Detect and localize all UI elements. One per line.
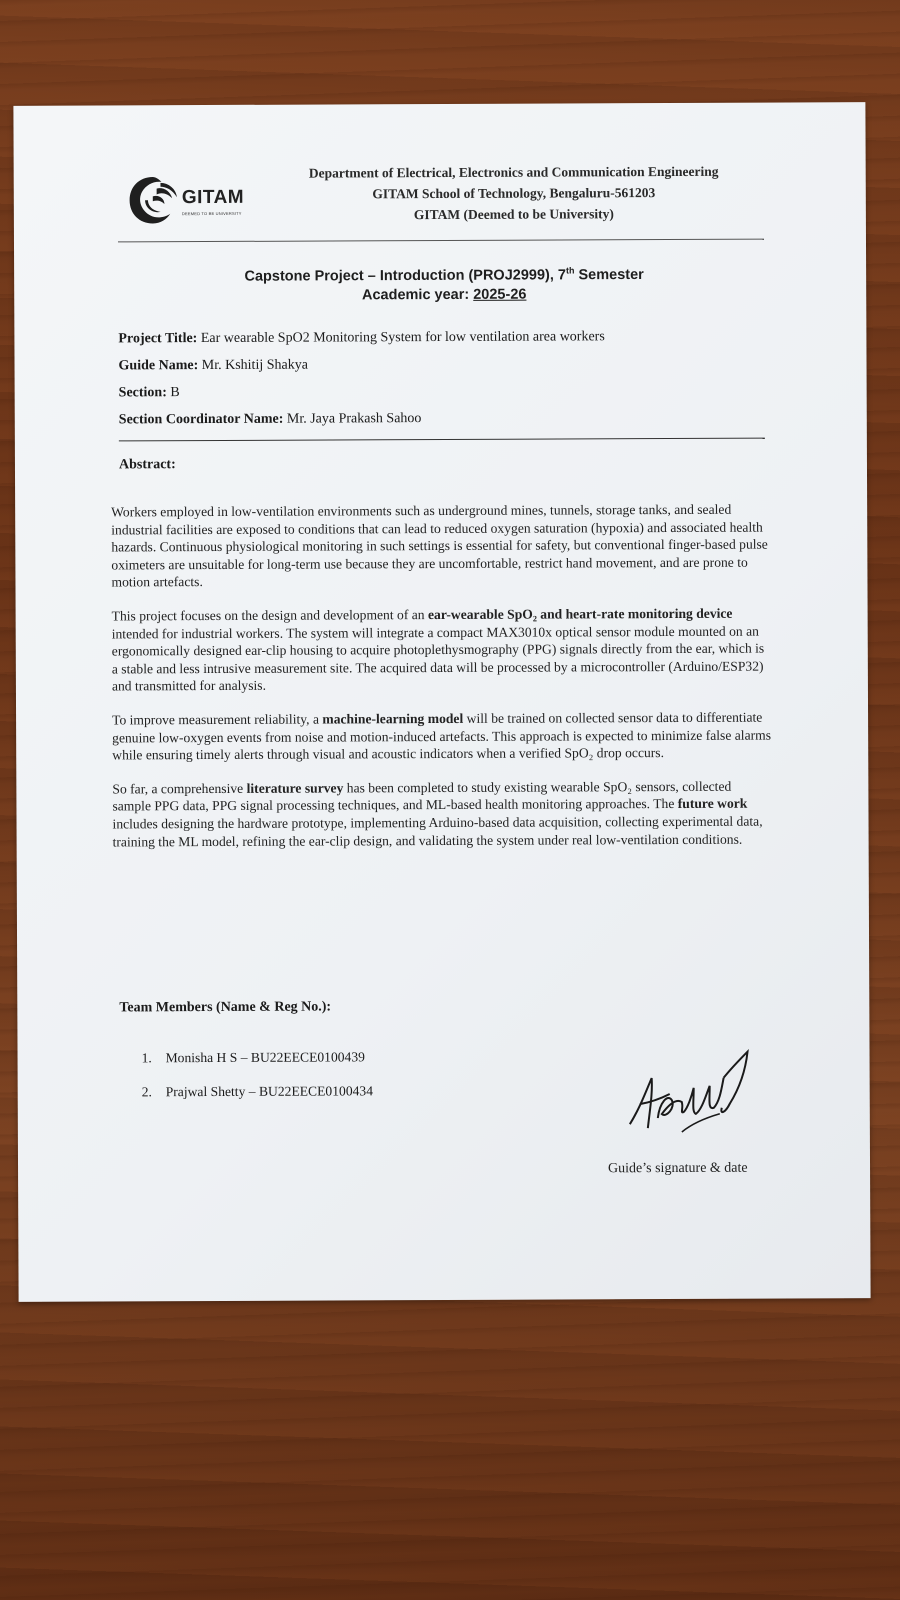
abstract-paragraph-2 (112, 605, 772, 696)
abstract-text: This project focuses on the design and development of an (111, 607, 429, 624)
abstract-text: To improve measurement reliability, a (112, 711, 323, 728)
list-number: 2. (141, 1084, 152, 1100)
abstract-heading: Abstract: (118, 457, 176, 473)
abstract-text: So far, a comprehensive (112, 780, 247, 797)
logo-tagline: DEEMED TO BE UNIVERSITY (181, 210, 242, 217)
list-item (142, 1074, 373, 1109)
project-title-label: Project Title: (118, 331, 198, 347)
institution-header (234, 160, 794, 225)
member-entry: Prajwal Shetty – BU22EECE0100434 (165, 1083, 374, 1100)
list-item (141, 1040, 372, 1075)
abstract-paragraph-1: Workers employed in low-ventilation environments such as underground mines, tunnels, storage tanks, and sealed industrial facilities are exposed to conditions that can lead to reduced oxygen saturation (hypoxia) and associated health hazards. Continuous physiological monitoring in such settings is essential for safety, but conventional finger-based pulse oximeters are unsuitable for long-term use because they are uncomfortable, restrict hand movement, and are prone to motion artefacts. (111, 501, 768, 590)
coordinator-value: Mr. Jaya Prakash Sahoo (286, 411, 422, 427)
academic-year-label: Academic year: (361, 286, 474, 304)
department-line: Department of Electrical, Electronics and Communication Engineering (308, 163, 719, 181)
abstract-emphasis: ear-wearable SpO₂ and heart-rate monitoring device (427, 605, 733, 623)
project-title-value: Ear wearable SpO2 Monitoring System for low ventilation area workers (200, 329, 605, 347)
team-members-list (141, 1040, 373, 1109)
abstract-paragraph-3 (112, 708, 772, 764)
abstract-text: has been completed to study existing wearable SpO₂ sensors, collected sample PPG data, PPG signal processing techniques, and ML-based health monitoring approaches. The (112, 778, 732, 814)
logo-text: GITAM (181, 186, 245, 209)
abstract-text: will be trained on collected sensor data to differentiate genuine low-oxygen events from noise and motion-induced artefacts. This approach is expected to minimize false alarms while ensuring timely alerts through visual and acoustic indicators when a verified SpO₂ drop occurs. (112, 709, 772, 763)
abstract-emphasis: literature survey (246, 780, 344, 796)
guide-name-value: Mr. Kshitij Shakya (201, 357, 308, 374)
signature-caption: Guide’s signature & date (608, 1160, 748, 1177)
university-line: GITAM (Deemed to be University) (413, 206, 614, 223)
document-title (164, 261, 724, 306)
title-suffix: Semester (574, 266, 644, 284)
abstract-body (111, 501, 773, 867)
title-superscript: th (565, 265, 575, 276)
guide-signature (622, 1048, 762, 1145)
gitam-emblem-icon (124, 171, 182, 229)
coordinator-label: Section Coordinator Name: (118, 411, 284, 428)
abstract-paragraph-4 (112, 777, 772, 850)
team-members-heading: Team Members (Name & Reg No.): (119, 999, 332, 1016)
member-entry: Monisha H S – BU22EECE0100439 (165, 1049, 365, 1066)
project-info (118, 323, 758, 434)
abstract-emphasis: future work (677, 795, 748, 812)
school-line: GITAM School of Technology, Bengaluru-561203 (372, 185, 656, 202)
title-prefix: Capstone Project – Introduction (PROJ2999), 7 (244, 267, 567, 285)
abstract-emphasis: machine-learning model (322, 710, 464, 727)
info-divider (119, 438, 765, 442)
abstract-text: intended for industrial workers. The system will integrate a compact MAX3010x optical sensor module mounted on an ergonomically designed ear-clip housing to acquire photoplethysmography (PPG) signals directly from the ear, which is a stable and less intrusive measurement site. The acquired data will be processed by a microcontroller (Arduino/ESP32) and transmitted for analysis. (111, 623, 765, 694)
document-page (13, 102, 870, 1302)
academic-year-value: 2025-26 (473, 286, 527, 303)
section-label: Section: (118, 385, 167, 401)
guide-name-label: Guide Name: (118, 358, 199, 374)
header-divider (118, 239, 764, 243)
abstract-text: includes designing the hardware prototype, implementing Arduino-based data acquisition, collecting experimental data, training the ML model, refining the ear-clip design, and validating the system under real low-ventilation conditions. (112, 813, 763, 849)
section-value: B (170, 385, 180, 401)
list-number: 1. (141, 1050, 152, 1066)
